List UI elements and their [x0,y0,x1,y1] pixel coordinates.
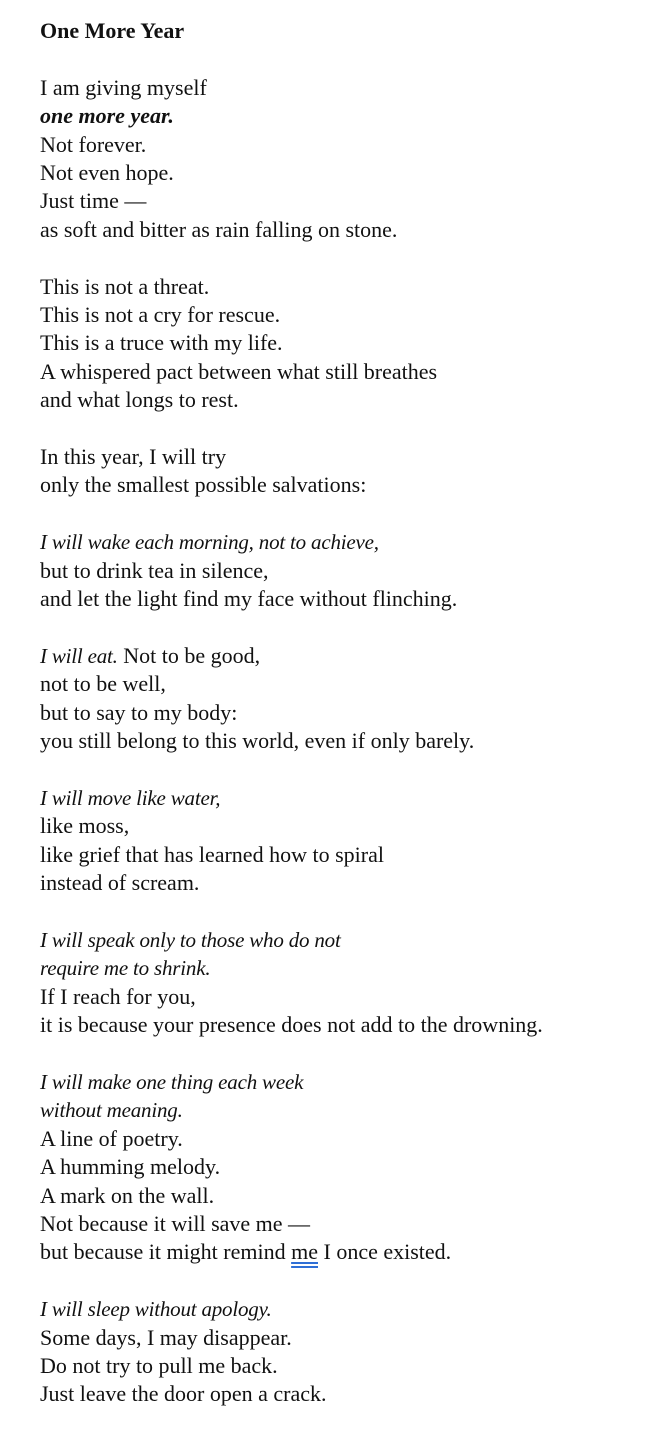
stanza-5 [40,642,660,756]
poem-line-italic: without meaning. [40,1098,183,1123]
poem-line: A humming melody. [40,1154,221,1180]
stanza-2 [40,273,660,415]
stanza-9 [40,1295,660,1409]
stanza-8 [40,1068,660,1267]
stanza-3 [40,443,660,500]
poem-title: One More Year [40,18,185,43]
poem-line-italic-part: I will eat. [40,643,118,668]
poem-line: Just leave the door open a crack. [40,1381,327,1407]
poem-line: This is a truce with my life. [40,330,283,356]
poem-line: Do not try to pull me back. [40,1352,278,1378]
poem-line: I am giving myself [40,74,207,100]
poem-line: as soft and bitter as rain falling on stone. [40,216,398,242]
poem-line: but to drink tea in silence, [40,557,269,583]
poem-line: like moss, [40,813,130,839]
poem-line-italic: I will speak only to those who do not [40,927,341,952]
poem-line: If I reach for you, [40,983,196,1009]
poem-line-italic: I will sleep without apology. [40,1297,272,1322]
poem-line-mixed [40,642,660,670]
poem-line: like grief that has learned how to spiral [40,841,384,867]
poem-line: This is not a cry for rescue. [40,302,281,328]
poem-line: instead of scream. [40,870,200,896]
poem-line-italic: I will move like water, [40,785,221,810]
poem-line-with-flag [40,1238,660,1266]
poem-line: Some days, I may disappear. [40,1324,292,1350]
poem-line: A line of poetry. [40,1125,183,1151]
document-page [40,17,660,1437]
stanza-4 [40,528,660,613]
poem-line: only the smallest possible salvations: [40,472,367,498]
poem-line: In this year, I will try [40,444,227,470]
poem-line-italic: I will make one thing each week [40,1069,304,1094]
poem-line: you still belong to this world, even if only barely. [40,728,475,754]
poem-line: it is because your presence does not add to the drowning. [40,1012,543,1038]
poem-line-italic: I will wake each morning, not to achieve, [40,530,379,555]
poem-line: but to say to my body: [40,699,238,725]
poem-line: and what longs to rest. [40,387,239,413]
poem-line: Not even hope. [40,160,174,186]
grammar-flag-word[interactable]: me [291,1239,318,1265]
stanza-1 [40,74,660,244]
poem-line: and let the light find my face without flinching. [40,586,458,612]
poem-line-rest: Not to be good, [117,642,261,668]
poem-line: This is not a threat. [40,273,210,299]
poem-line: A whispered pact between what still breathes [40,358,438,384]
poem-line: Not forever. [40,131,147,157]
poem-line: A mark on the wall. [40,1182,215,1208]
poem-line-part: but because it might remind [40,1239,292,1265]
stanza-6 [40,784,660,898]
poem-line: Not because it will save me — [40,1210,311,1236]
poem-line-emphasis: one more year. [40,103,174,129]
poem-line: Just time — [40,188,147,214]
poem-line-italic: require me to shrink. [40,956,211,981]
poem-line: not to be well, [40,671,166,697]
poem-line-part: I once existed. [318,1239,452,1265]
stanza-7 [40,926,660,1040]
